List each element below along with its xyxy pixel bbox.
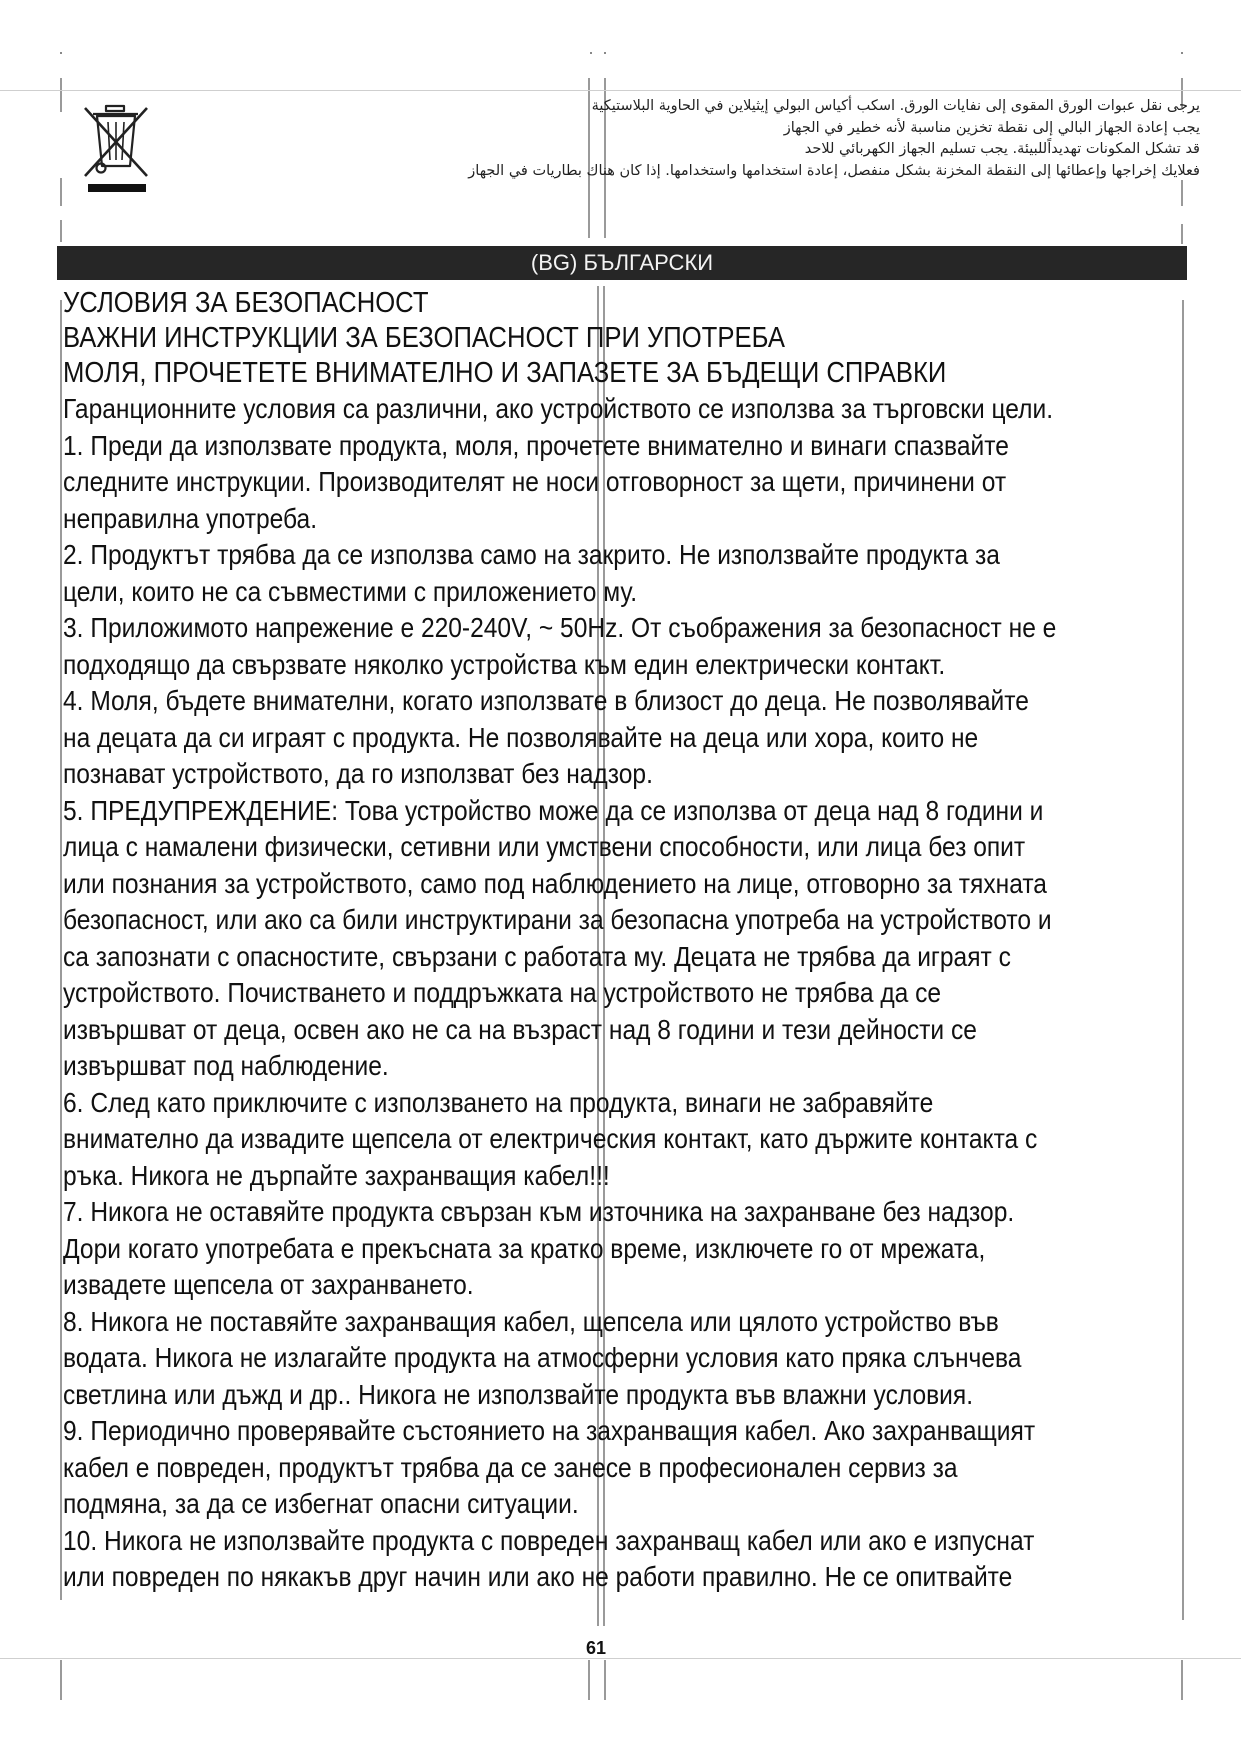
body-line: устройството. Почистването и поддръжката на устройството не трябва да се <box>63 977 942 1008</box>
body-line: следните инструкции. Производителят не носи отговорност за щети, причинени от <box>63 466 1007 497</box>
body-line: 5. ПРЕДУПРЕЖДЕНИЕ: Това устройство може да се използва от деца над 8 години и <box>63 794 1044 826</box>
body-line: водата. Никога не излагайте продукта на атмосферни условия като пряка слънчева <box>63 1342 1022 1373</box>
language-section-header: (BG) БЪЛГАРСКИ <box>57 246 1187 280</box>
body-line: 6. След като приключите с използването на продукта, винаги не забравяйте <box>63 1086 934 1118</box>
body-line: познават устройството, да го използват без надзор. <box>63 758 653 789</box>
disposal-notice-arabic <box>300 96 1200 182</box>
body-line: цели, които не са съвместими с приложението му. <box>63 575 638 607</box>
body-line: светлина или дъжд и др.. Никога не използвайте продукта във влажни условия. <box>63 1378 974 1410</box>
body-line: са запознати с опасностите, свързани с работата му. Децата не трябва да играят с <box>63 940 1011 972</box>
body-line: 3. Приложимото напрежение е 220-240V, ~ 50Hz. От съображения за безопасност не е <box>63 612 1057 643</box>
body-line: 9. Периодично проверявайте състоянието на захранващия кабел. Ако захранващият <box>63 1415 1036 1446</box>
body-line: 8. Никога не поставяйте захранващия кабел, щепсела или цялото устройство във <box>63 1305 999 1337</box>
body-line: внимателно да извадите щепсела от електрическия контакт, като държите контакта с <box>63 1123 1038 1154</box>
body-line: на децата да си играят с продукта. Не позволявайте на деца или хора, които не <box>63 721 979 753</box>
page-number: 61 <box>586 1638 607 1658</box>
page-subheading: МОЛЯ, ПРОЧЕТЕТЕ ВНИМАТЕЛНО И ЗАПАЗЕТЕ ЗА БЪДЕЩИ СПРАВКИ <box>63 357 947 389</box>
body-line: 2. Продуктът трябва да се използва само на закрито. Не използвайте продукта за <box>63 539 1000 570</box>
body-line: Гаранционните условия са различни, ако устройството се използва за търговски цели. <box>63 393 1054 424</box>
body-line: Дори когато употребата е прекъсната за кратко време, изключете го от мрежата, <box>63 1232 986 1264</box>
body-line: неправилна употреба. <box>63 502 318 534</box>
disposal-notice-line: قد تشكل المكونات تهديداًللبيئة. يجب تسليم الجهاز الكهربائي للاحد <box>804 141 1200 157</box>
disposal-notice-line: فعلايك إخراجها وإعطائها إلى النقطة المخزنة بشكل منفصل، إعادة استخدامها واستخدامها. إذا كان هناك بطاريات في الجهاز <box>468 162 1200 179</box>
body-line: или познания за устройството, само под наблюдението на лице, отговорно за тяхната <box>63 867 1047 899</box>
body-line: 10. Никога не използвайте продукта с повреден захранващ кабел или ако е изпуснат <box>63 1524 1035 1556</box>
body-line: 7. Никога не оставяйте продукта свързан към източника на захранване без надзор. <box>63 1196 1015 1227</box>
body-line: извършват от деца, освен ако не са на възраст над 8 години и тези дейности се <box>63 1013 977 1045</box>
disposal-notice-line: يرجى نقل عبوات الورق المقوى إلى نفايات الورق. اسكب أكياس البولي إيثيلاين في الحاوية البلاستيكية <box>591 98 1200 114</box>
body-line: подходящо да свързвате няколко устройства към един електрически контакт. <box>63 648 946 680</box>
body-line: подмяна, за да се избегнат опасни ситуации. <box>63 1488 579 1519</box>
weee-crossed-bin-icon <box>80 100 152 196</box>
body-line: лица с намалени физически, сетивни или умствени способности, или лица без опит <box>63 831 1026 862</box>
body-line: 1. Преди да използвате продукта, моля, прочетете внимателно и винаги спазвайте <box>63 429 1009 461</box>
page-heading: УСЛОВИЯ ЗА БЕЗОПАСНОСТ <box>63 287 429 319</box>
body-line: или повреден по някакъв друг начин или ако не работи правилно. Не се опитвайте <box>63 1561 1013 1592</box>
body-line: кабел е повреден, продуктът трябва да се занесе в професионален сервиз за <box>63 1451 958 1483</box>
disposal-notice-line: يجب إعادة الجهاز البالي إلى نقطة تخزين مناسبة لأنه خطير في الجهاز <box>783 119 1200 136</box>
safety-instructions <box>63 286 1203 1596</box>
page-subheading: ВАЖНИ ИНСТРУКЦИИ ЗА БЕЗОПАСНОСТ ПРИ УПОТРЕБА <box>63 322 785 354</box>
body-line: безопасност, или ако са били инструктирани за безопасна употреба на устройството и <box>63 904 1052 935</box>
body-line: 4. Моля, бъдете внимателни, когато използвате в близост до деца. Не позволявайте <box>63 685 1029 716</box>
body-line: ръка. Никога не дърпайте захранващия кабел!!! <box>63 1159 610 1191</box>
body-line: извадете щепсела от захранването. <box>63 1269 474 1300</box>
body-line: извършват под наблюдение. <box>63 1050 389 1081</box>
